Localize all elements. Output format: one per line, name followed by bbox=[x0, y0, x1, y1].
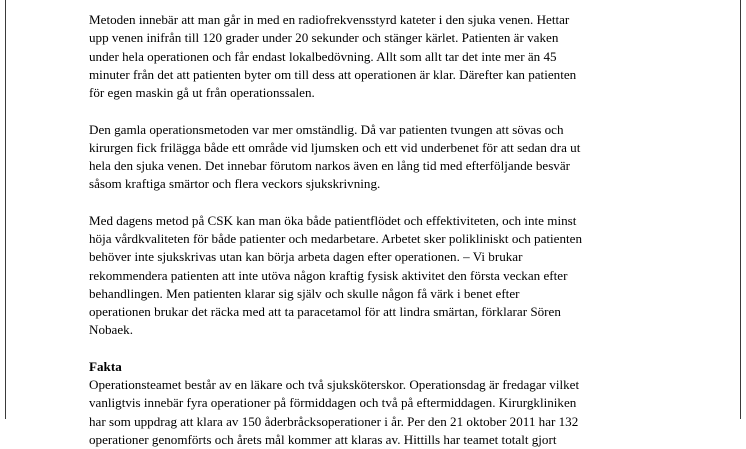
paragraph-current-method bbox=[89, 212, 669, 340]
fakta-heading: Fakta bbox=[89, 358, 122, 374]
text-line: Den gamla operationsmetoden var mer omständlig. Då var patienten tvungen att sövas och bbox=[89, 121, 564, 137]
text-line: behöver inte sjukskrivas utan kan börja arbeta dagen efter operationen. – Vi brukar bbox=[89, 249, 523, 265]
text-line: behandlingen. Men patienten klarar sig själv och skulle någon få värk i benet efter bbox=[89, 285, 520, 301]
text-line: vanligtvis innebär fyra operationer på förmiddagen och två på eftermiddagen. Kirurgkliniken bbox=[89, 395, 577, 411]
page-right-border bbox=[740, 0, 741, 419]
text-line: såsom kraftiga smärtor och flera veckors sjukskrivning. bbox=[89, 176, 381, 192]
text-line: Metoden innebär att man går in med en radiofrekvensstyrd kateter i den sjuka venen. Hettar bbox=[89, 12, 570, 27]
text-line: höja vårdkvaliteten för både patienter och medarbetare. Arbetet sker polikliniskt och patienten bbox=[89, 231, 583, 246]
text-line: Nobaek. bbox=[89, 322, 133, 338]
text-line: minuter från det att patienten byter om till dess att operationen är klar. Därefter kan patienten bbox=[89, 66, 577, 82]
text-line: Operationsteamet består av en läkare och två sjuksköterskor. Operationsdag är fredagar vilket bbox=[89, 377, 580, 392]
text-line: operationen brukar det räcka med att ta paracetamol för att lindra smärtan, förklarar Sören bbox=[89, 304, 561, 319]
text-line: operationer genomförts och årets mål kommer att klaras av. Hittills har teamet totalt gjort bbox=[89, 431, 557, 447]
text-line: upp venen inifrån till 120 grader under 20 sekunder och stänger kärlet. Patienten är vaken bbox=[89, 30, 559, 46]
text-line: för egen maskin gå ut från operationssalen. bbox=[89, 85, 315, 100]
text-line: hela den sjuka venen. Det innebar förutom narkos även en lång tid med efterföljande besvär bbox=[89, 158, 571, 173]
text-line: har som uppdrag att klara av 150 åderbråcksoperationer i år. Per den 21 oktober 2011 har 132 bbox=[89, 413, 579, 429]
fakta-section bbox=[89, 358, 669, 449]
paragraph-old-method bbox=[89, 121, 669, 194]
text-line: rekommendera patienten att inte utöva någon kraftig fysisk aktivitet den första veckan efter bbox=[89, 267, 568, 283]
document-body bbox=[89, 11, 669, 449]
text-line: Med dagens metod på CSK kan man öka både patientflödet och effektiviteten, och inte minst bbox=[89, 212, 577, 228]
text-line: under hela operationen och får endast lokalbedövning. Allt som allt tar det inte mer än 45 bbox=[89, 48, 557, 64]
page-left-border bbox=[5, 0, 6, 419]
paragraph-method bbox=[89, 11, 669, 102]
text-line: kirurgen fick frilägga både ett område vid ljumsken och ett vid underbenet för att sedan dra ut bbox=[89, 139, 581, 155]
